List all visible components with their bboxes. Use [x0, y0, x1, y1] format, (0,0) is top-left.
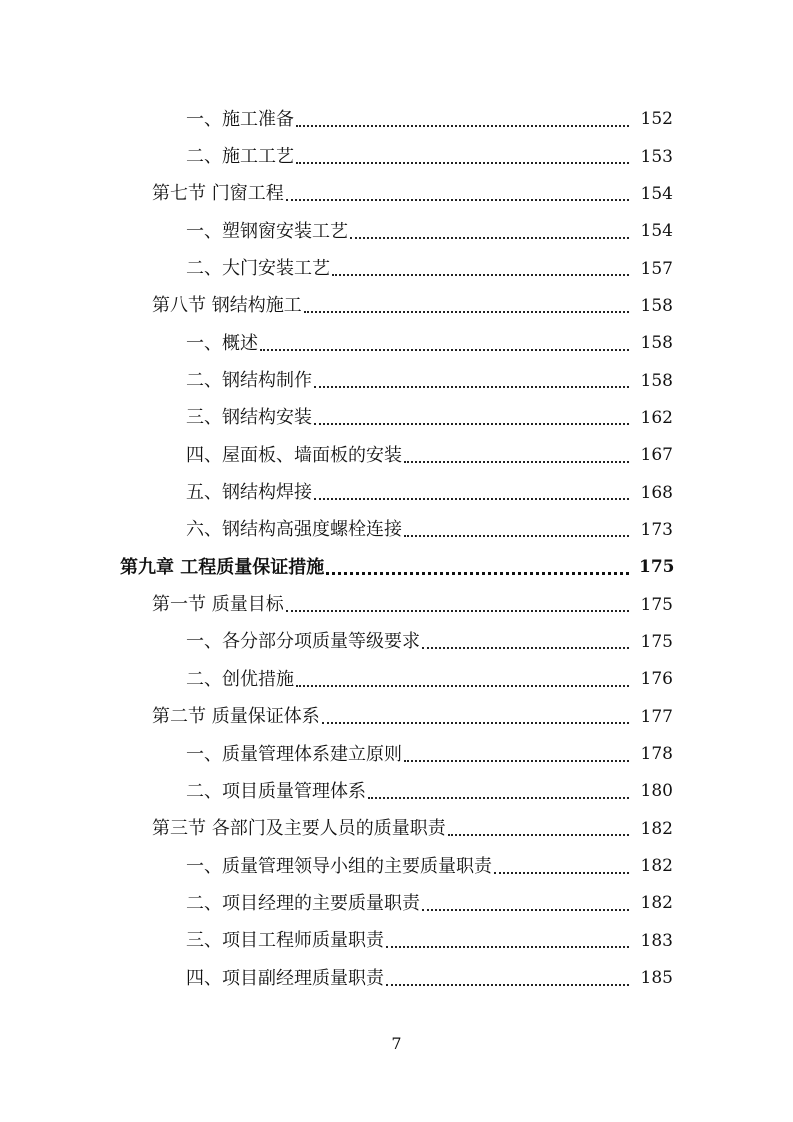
dot-leader [386, 966, 629, 986]
dot-leader [368, 779, 629, 799]
toc-entry-item[interactable] [0, 885, 673, 922]
toc-entry-page-number: 178 [640, 744, 673, 765]
dot-leader [350, 219, 629, 239]
toc-entry-title: 二、钢结构制作 [186, 370, 312, 392]
dot-leader [494, 854, 629, 874]
toc-entry-title: 一、施工准备 [186, 108, 294, 130]
toc-entry-item[interactable] [0, 474, 673, 511]
toc-entry-item[interactable] [0, 624, 673, 661]
toc-entry-title: 二、施工工艺 [186, 146, 294, 168]
toc-entry-title: 一、各分部分项质量等级要求 [186, 631, 420, 653]
toc-entry-item[interactable] [0, 512, 673, 549]
toc-entry-title: 第七节 门窗工程 [152, 183, 284, 205]
dot-leader [404, 443, 629, 463]
toc-entry-page-number: 158 [640, 370, 673, 391]
toc-entry-title: 第三节 各部门及主要人员的质量职责 [152, 818, 446, 840]
toc-entry-title: 二、创优措施 [186, 668, 294, 690]
dot-leader [422, 891, 629, 911]
toc-entry-item[interactable] [0, 101, 673, 138]
dot-leader [286, 592, 629, 612]
dot-leader [322, 704, 629, 724]
toc-entry-section[interactable] [0, 176, 673, 213]
toc-entry-page-number: 167 [640, 445, 673, 466]
toc-entry-section[interactable] [0, 586, 673, 623]
toc-entry-page-number: 183 [640, 930, 673, 951]
toc-entry-page-number: 154 [640, 183, 673, 204]
toc-entry-title: 第八节 钢结构施工 [152, 295, 302, 317]
dot-leader [404, 517, 629, 537]
toc-entry-item[interactable] [0, 960, 673, 997]
toc-entry-item[interactable] [0, 250, 673, 287]
dot-leader [314, 405, 629, 425]
toc-entry-title: 三、钢结构安装 [186, 407, 312, 429]
dot-leader [296, 107, 629, 127]
table-of-contents [0, 101, 793, 997]
dot-leader [332, 256, 629, 276]
toc-entry-page-number: 182 [640, 818, 673, 839]
toc-entry-item[interactable] [0, 923, 673, 960]
toc-entry-title: 第一节 质量目标 [152, 594, 284, 616]
toc-entry-page-number: 154 [640, 221, 673, 242]
dot-leader [304, 293, 629, 313]
dot-leader [386, 928, 629, 948]
dot-leader [404, 742, 629, 762]
toc-entry-page-number: 180 [640, 781, 673, 802]
toc-entry-page-number: 162 [640, 407, 673, 428]
dot-leader [296, 667, 629, 687]
toc-entry-item[interactable] [0, 437, 673, 474]
toc-entry-item[interactable] [0, 362, 673, 399]
dot-leader [296, 144, 629, 164]
dot-leader [286, 181, 629, 201]
toc-entry-title: 三、项目工程师质量职责 [186, 930, 384, 952]
toc-entry-page-number: 175 [640, 594, 673, 615]
toc-entry-chapter[interactable] [0, 549, 673, 586]
toc-entry-title: 第九章 工程质量保证措施 [120, 556, 325, 578]
toc-entry-title: 二、大门安装工艺 [186, 258, 330, 280]
toc-entry-section[interactable] [0, 699, 673, 736]
toc-entry-item[interactable] [0, 773, 673, 810]
toc-entry-title: 四、屋面板、墙面板的安装 [186, 444, 402, 466]
toc-entry-title: 四、项目副经理质量职责 [186, 967, 384, 989]
toc-entry-page-number: 175 [639, 557, 675, 578]
toc-entry-page-number: 157 [640, 258, 673, 279]
toc-entry-title: 一、质量管理领导小组的主要质量职责 [186, 855, 492, 877]
toc-entry-page-number: 177 [640, 706, 673, 727]
toc-entry-page-number: 176 [640, 669, 673, 690]
toc-entry-title: 二、项目质量管理体系 [186, 780, 366, 802]
toc-entry-page-number: 173 [640, 519, 673, 540]
dot-leader [448, 816, 629, 836]
toc-entry-title: 六、钢结构高强度螺栓连接 [186, 519, 402, 541]
toc-entry-title: 一、质量管理体系建立原则 [186, 743, 402, 765]
dot-leader [314, 368, 629, 388]
dot-leader [314, 480, 629, 500]
toc-entry-item[interactable] [0, 213, 673, 250]
toc-entry-item[interactable] [0, 325, 673, 362]
toc-entry-item[interactable] [0, 848, 673, 885]
toc-entry-section[interactable] [0, 288, 673, 325]
dot-leader [260, 331, 629, 351]
toc-entry-page-number: 152 [640, 109, 673, 130]
toc-entry-item[interactable] [0, 400, 673, 437]
toc-entry-page-number: 168 [640, 482, 673, 503]
toc-entry-page-number: 175 [640, 631, 673, 652]
dot-leader [422, 629, 629, 649]
toc-entry-page-number: 185 [640, 968, 673, 989]
toc-entry-title: 二、项目经理的主要质量职责 [186, 892, 420, 914]
toc-entry-item[interactable] [0, 736, 673, 773]
dot-leader [326, 554, 629, 575]
toc-entry-item[interactable] [0, 661, 673, 698]
toc-entry-page-number: 153 [640, 146, 673, 167]
page-number: 7 [391, 1034, 402, 1053]
toc-entry-page-number: 158 [640, 333, 673, 354]
toc-entry-title: 第二节 质量保证体系 [152, 706, 320, 728]
toc-entry-title: 一、概述 [186, 332, 258, 354]
toc-entry-item[interactable] [0, 138, 673, 175]
toc-entry-page-number: 182 [640, 856, 673, 877]
toc-entry-page-number: 158 [640, 295, 673, 316]
toc-entry-title: 五、钢结构焊接 [186, 482, 312, 504]
toc-entry-page-number: 182 [640, 893, 673, 914]
toc-entry-section[interactable] [0, 811, 673, 848]
toc-entry-title: 一、塑钢窗安装工艺 [186, 220, 348, 242]
